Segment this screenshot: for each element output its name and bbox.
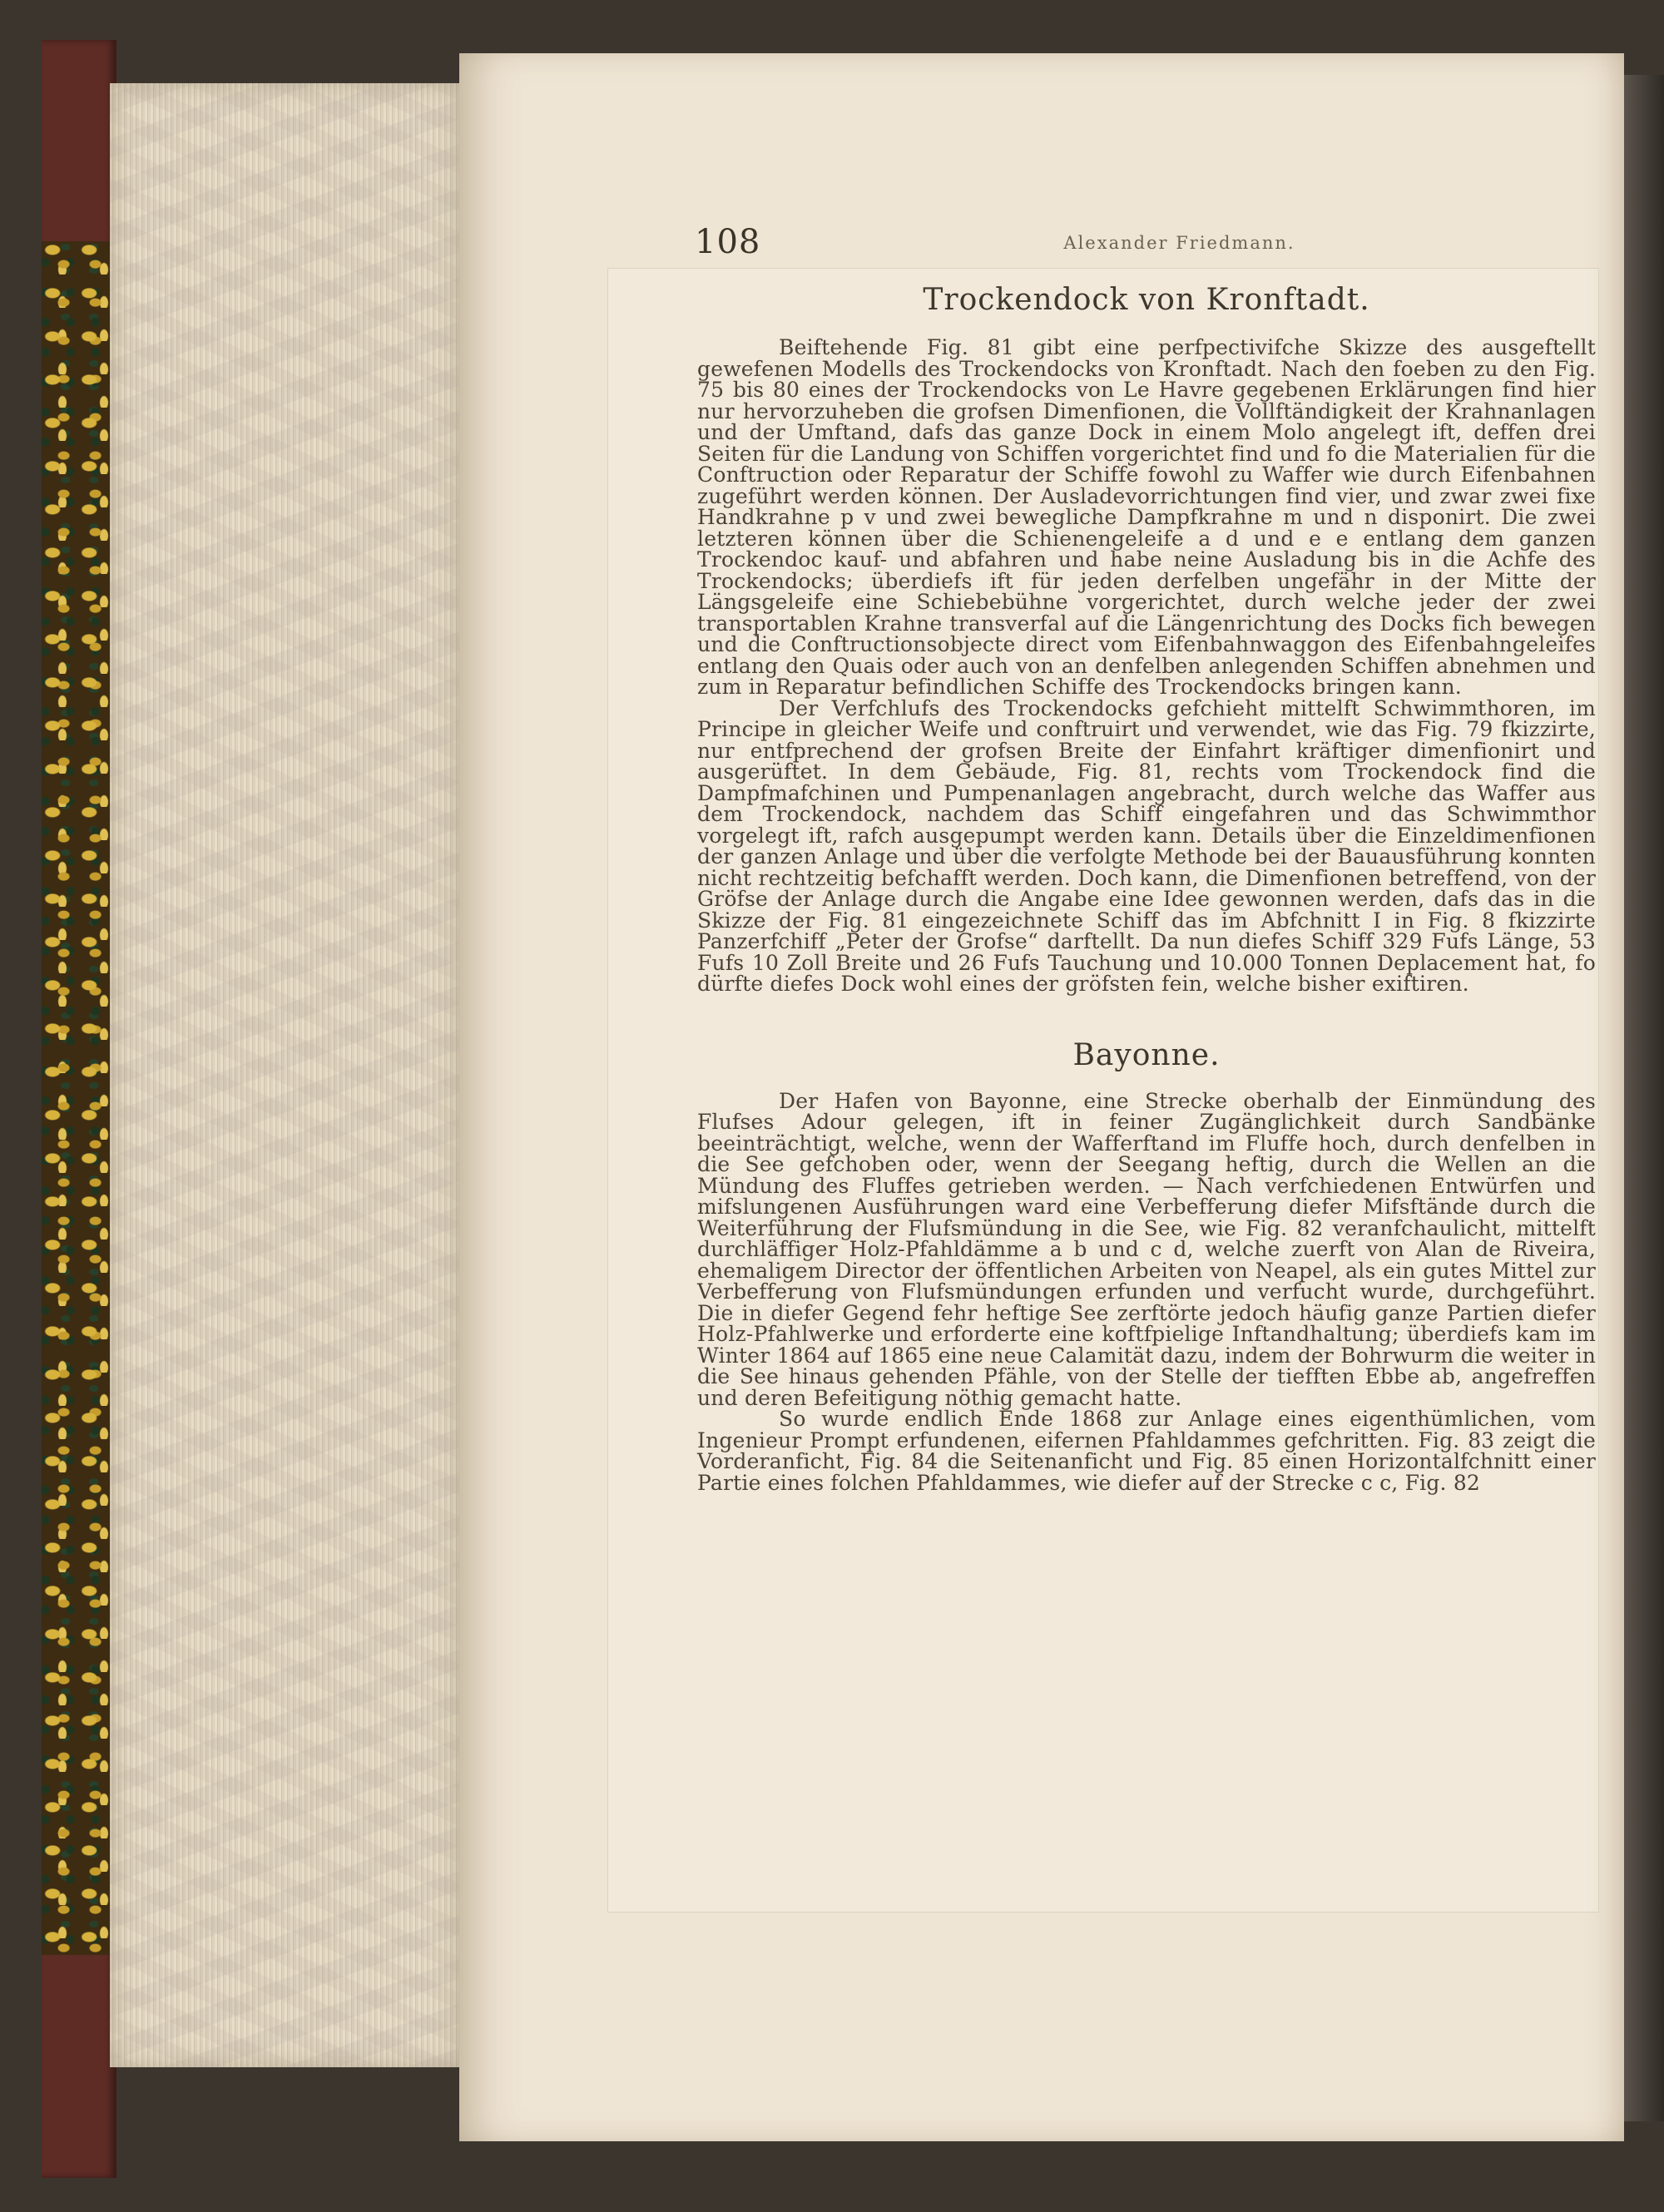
section-title-bayonne: Bayonne. (1072, 1037, 1221, 1072)
running-head (695, 223, 1597, 261)
section-title-kronstadt: Trockendock von Kronftadt. (923, 283, 1370, 317)
running-head-author: Alexander Friedmann. (1063, 233, 1295, 253)
paragraph: Der Verfchlufs des Trockendocks gefchieht mittelft Schwimmthoren, im Principe in gleicher Weife und conftruirt und verwendet, wie das Fig. 79 fkizzirte, nur entfprechend der grofsen Breite der Einfahrt kräftiger dimenfionirt und ausgerüftet. In dem Gebäude, Fig. 81, rechts vom Trockendock find die Dampfmafchinen und Pumpenanlagen angebracht, durch welche das Waffer aus dem Trockendock, nachdem das Schiff eingefahren und das Schwimmthor vorgelegt ift, rafch ausgepumpt werden kann. Details über die Einzeldimenfionen der ganzen Anlage und über die verfolgte Methode bei der Bauausführung konnten nicht rechtzeitig befchafft werden. Doch kann, die Dimenfionen betreffend, von der Gröfse der Anlage durch die Angabe eine Idee gewonnen werden, dafs das in die Skizze der Fig. 81 eingezeichnete Schiff das im Abfchnitt I in Fig. 8 fkizzirte Panzerfchiff „Peter der Grofse“ darftellt. Da nun diefes Schiff 329 Fufs Länge, 53 Fufs 10 Zoll Breite und 26 Fufs Tauchung und 10.000 Tonnen Deplacement hat, fo dürfte diefes Dock wohl eines der gröfsten fein, welche bisher exiftiren. (697, 695, 1596, 996)
page-content (697, 283, 1596, 1493)
facing-page-edge (1624, 75, 1664, 2121)
marbled-cover-paper (42, 241, 116, 1955)
paragraph: Beiftehende Fig. 81 gibt eine perfpectivifche Skizze des ausgeftellt gewefenen Modells des Trockendocks von Kronftadt. Nach den foeben zu den Fig. 75 bis 80 eines der Trockendocks von Le Havre gegebenen Erklärungen find hier nur hervorzuheben die grofsen Dimenfionen, die Vollftändigkeit der Krahnanlagen und der Umftand, dafs das ganze Dock in einem Molo angelegt ift, deffen drei Seiten für die Landung von Schiffen vorgerichtet find und fo die Materialien für die Conftruction oder Reparatur der Schiffe fowohl zu Waffer wie durch Eifenbahnen zugeführt werden können. Der Ausladevorrichtungen find vier, und zwar zwei fixe Handkrahne p v und zwei bewegliche Dampfkrahne m und n disponirt. Die zwei letzteren können über die Schienengeleife a d und e e entlang dem ganzen Trockendoc kauf- und abfahren und habe neine Ausladung bis in die Achfe des Trockendocks; überdiefs ift für jeden derfelben ungefähr in der Mitte der Längsgeleife eine Schiebebühne vorgerichtet, durch welche jeder der zwei transportablen Krahne transverfal auf die Längenrichtung des Docks fich bewegen und die Conftructionsobjecte direct vom Eifenbahnwaggon des Eifenbahngeleifes entlang den Quais oder auch von an denfelben anlegenden Schiffen abnehmen und zum in Reparatur befindlichen Schiffe des Trockendocks bringen kann. (697, 335, 1596, 699)
page-number: 108 (695, 223, 761, 261)
paragraph: So wurde endlich Ende 1868 zur Anlage eines eigenthümlichen, vom Ingenieur Prompt erfundenen, eifernen Pfahldammes gefchritten. Fig. 83 zeigt die Vorderanficht, Fig. 84 die Seitenanficht und Fig. 85 einen Horizontalfchnitt einer Partie eines folchen Pfahldammes, wie diefer auf der Strecke c c, Fig. 82 (697, 1407, 1596, 1495)
page-block-edge (110, 83, 459, 2067)
paragraph: Der Hafen von Bayonne, eine Strecke oberhalb der Einmündung des Flufses Adour gelegen, ift in feiner Zugänglichkeit durch Sandbänke beeinträchtigt, welche, wenn der Wafferftand im Fluffe hoch, durch denfelben in die See gefchoben oder, wenn der Seegang heftig, durch die Wellen an die Mündung des Fluffes getrieben werden. — Nach verfchiedenen Entwürfen und mifslungenen Ausführungen ward eine Verbefferung diefer Mifsftände durch die Weiterführung der Flufsmündung in die See, wie Fig. 82 veranfchaulicht, mittelft durchläffiger Holz-Pfahldämme a b und c d, welche zuerft von Alan de Riveira, ehemaligem Director der öffentlichen Arbeiten von Neapel, als ein gutes Mittel zur Verbefferung von Flufsmündungen erfunden und verfucht wurde, durchgeführt. Die in diefer Gegend fehr heftige See zerftörte jedoch häufig ganze Partien diefer Holz-Pfahlwerke und erforderte eine koftfpielige Inftandhaltung; überdiefs kam im Winter 1864 auf 1865 eine neue Calamität dazu, indem der Bohrwurm die weiter in die See hinaus gehenden Pfähle, von der Stelle der tiefften Ebbe ab, angefreffen und deren Befeitigung nöthig gemacht hatte. (697, 1088, 1596, 1410)
